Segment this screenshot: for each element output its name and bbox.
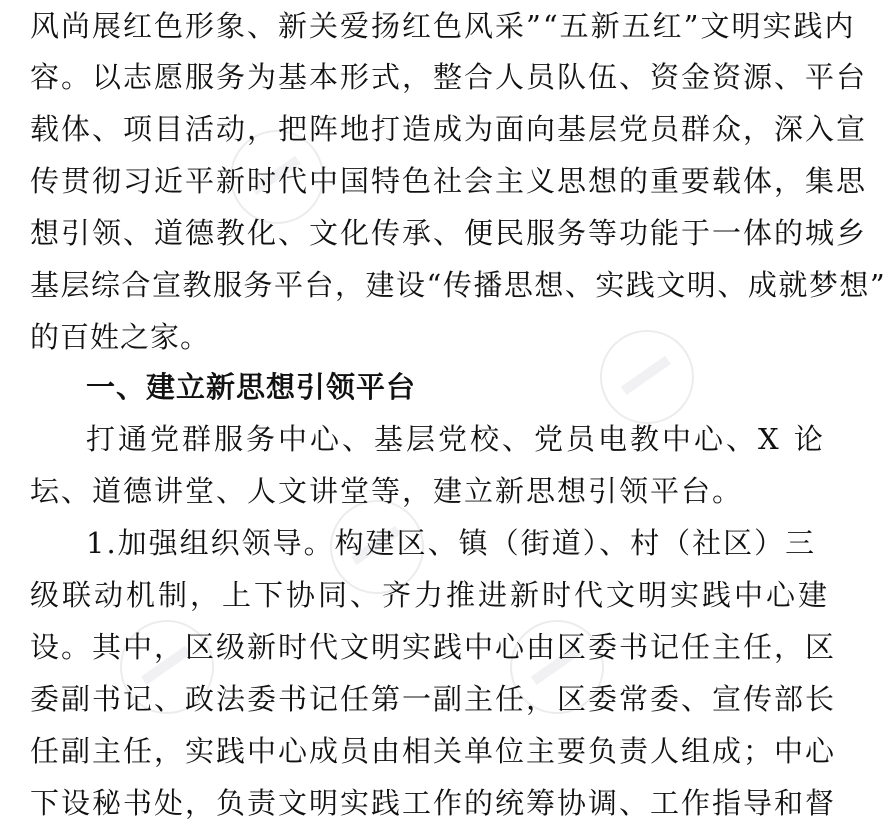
body-text-line: 设。其中，区级新时代文明实践中心由区委书记任主任，区 — [30, 630, 837, 664]
body-text-line: 基层综合宣教服务平台，建设“传播思想、实践文明、成就梦想” — [30, 268, 886, 302]
body-text-line: 传贯彻习近平新时代中国特色社会主义思想的重要载体，集思 — [30, 164, 868, 198]
body-text-line: 坛、道德讲堂、人文讲堂等，建立新思想引领平台。 — [30, 474, 744, 508]
body-text-line: 任副主任，实践中心成员由相关单位主要负责人组成；中心 — [30, 734, 837, 768]
body-text-line: 委副书记、政法委书记任第一副主任，区委常委、宣传部长 — [30, 682, 837, 716]
section-heading: 一、建立新思想引领平台 — [86, 370, 417, 404]
body-text-line: 风尚展红色形象、新关爱扬红色风采”“五新五红”文明实践内 — [30, 9, 856, 43]
body-text-line: 载体、项目活动，把阵地打造成为面向基层党员群众，深入宣 — [30, 112, 868, 146]
body-text-line: 下设秘书处，负责文明实践工作的统筹协调、工作指导和督 — [30, 786, 837, 820]
body-text-line: 1.加强组织领导。构建区、镇（街道）、村（社区）三 — [86, 526, 817, 560]
body-text-line: 级联动机制，上下协同、齐力推进新时代文明实践中心建 — [30, 578, 831, 612]
body-text-line: 想引领、道德教化、文化传承、便民服务等功能于一体的城乡 — [30, 216, 868, 250]
body-text-line: 容。以志愿服务为基本形式，整合人员队伍、资金资源、平台 — [30, 60, 868, 94]
body-text-line: 打通党群服务中心、基层党校、党员电教中心、X 论 — [86, 422, 826, 456]
body-text-line: 的百姓之家。 — [30, 320, 211, 354]
